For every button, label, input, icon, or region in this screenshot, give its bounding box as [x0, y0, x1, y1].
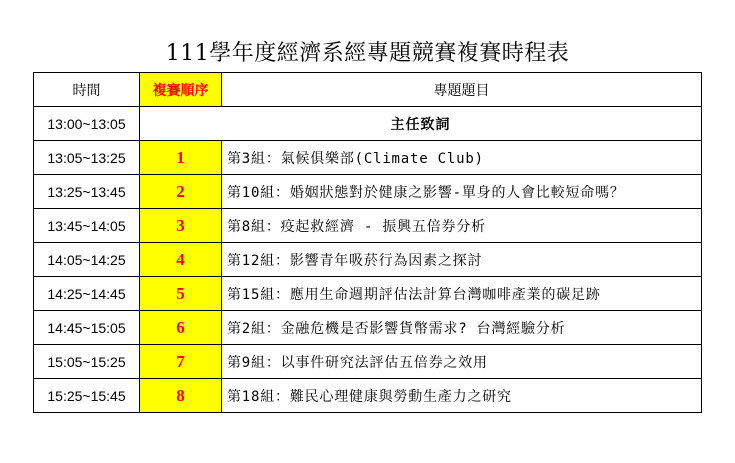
opening-row	[34, 107, 702, 141]
table-row	[34, 243, 702, 277]
table-row	[34, 175, 702, 209]
header-topic: 專題題目	[222, 73, 702, 107]
topic-cell: 第10組：婚姻狀態對於健康之影響-單身的人會比較短命嗎？	[222, 175, 702, 209]
opening-remarks: 主任致詞	[140, 107, 702, 141]
header-row	[34, 73, 702, 107]
time-cell: 14:25~14:45	[34, 277, 140, 311]
table-row	[34, 277, 702, 311]
order-cell: 7	[140, 345, 222, 379]
table-row	[34, 311, 702, 345]
topic-cell: 第2組：金融危機是否影響貨幣需求? 台灣經驗分析	[222, 311, 702, 345]
topic-cell: 第8組：疫起救經濟 - 振興五倍券分析	[222, 209, 702, 243]
order-cell: 1	[140, 141, 222, 175]
time-cell: 13:25~13:45	[34, 175, 140, 209]
time-cell: 14:05~14:25	[34, 243, 140, 277]
order-cell: 4	[140, 243, 222, 277]
order-cell: 8	[140, 379, 222, 413]
time-cell: 13:00~13:05	[34, 107, 140, 141]
order-cell: 2	[140, 175, 222, 209]
table-row	[34, 345, 702, 379]
time-cell: 14:45~15:05	[34, 311, 140, 345]
topic-cell: 第18組：難民心理健康與勞動生產力之研究	[222, 379, 702, 413]
table-row	[34, 141, 702, 175]
time-cell: 13:05~13:25	[34, 141, 140, 175]
topic-cell: 第12組：影響青年吸菸行為因素之探討	[222, 243, 702, 277]
time-cell: 15:25~15:45	[34, 379, 140, 413]
table-row	[34, 379, 702, 413]
header-time: 時間	[34, 73, 140, 107]
table-row	[34, 209, 702, 243]
order-cell: 3	[140, 209, 222, 243]
page-title: 111學年度經濟系經專題競賽複賽時程表	[165, 41, 570, 66]
schedule-table	[33, 72, 702, 413]
order-cell: 6	[140, 311, 222, 345]
topic-cell: 第9組：以事件研究法評估五倍券之效用	[222, 345, 702, 379]
order-cell: 5	[140, 277, 222, 311]
time-cell: 15:05~15:25	[34, 345, 140, 379]
topic-cell: 第3組：氣候俱樂部(Climate Club)	[222, 141, 702, 175]
topic-cell: 第15組：應用生命週期評估法計算台灣咖啡產業的碳足跡	[222, 277, 702, 311]
time-cell: 13:45~14:05	[34, 209, 140, 243]
header-order: 複賽順序	[140, 73, 222, 107]
